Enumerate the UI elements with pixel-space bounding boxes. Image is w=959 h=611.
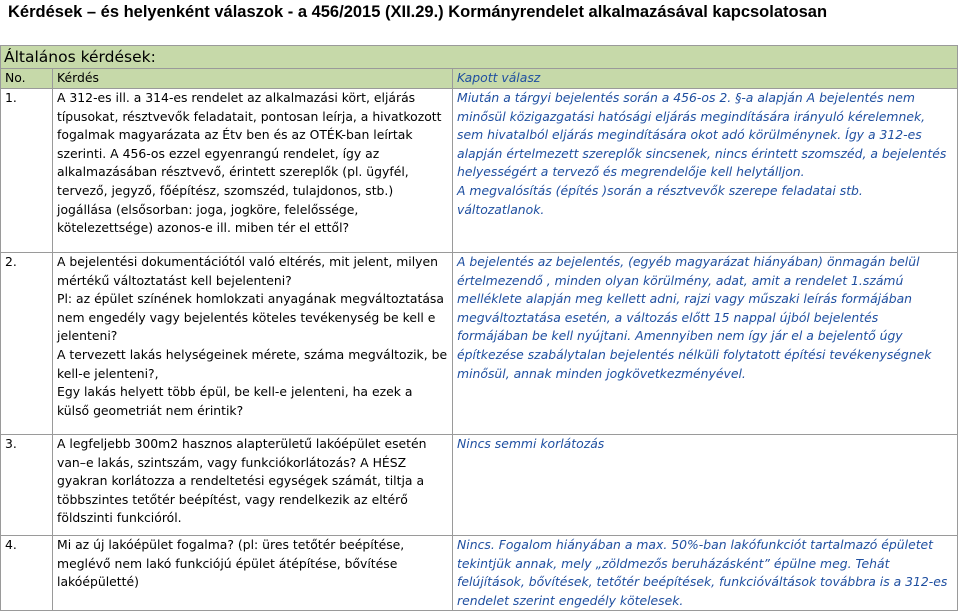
question-text: Egy lakás helyett több épül, be kell-e jelenteni, ha ezek a külső geometriát nem érintik? [57, 384, 413, 418]
answer-text: Miután a tárgyi bejelentés során a 456-os 2. §-a alapján A bejelentés nem minősül közigazgatási hatósági eljárás megindítására irányuló kérelemnek, sem hivatalból eljárás megindítására okot adó körülménynek. Így a 312-es alapján értelmezett szereplők sincsenek, nincs érintett szomszéd, a bejelentés helyességért a tervező és megrendelője kell helytálljon. [457, 90, 947, 180]
question-text: Mi az új lakóépület fogalma? (pl: üres tetőtér beépítése, meglévő nem lakó funkciójú épület átépítése, bővítése lakóépületté) [57, 537, 405, 590]
section-row [1, 46, 958, 69]
answer-cell [453, 253, 958, 435]
document-title: Kérdések – és helyenként válaszok - a 456/2015 (XII.29.) Kormányrendelet alkalmazásával kapcsolatosan [8, 3, 828, 21]
answer-text: Nincs. Fogalom hiányában a max. 50%-ban lakófunkciót tartalmazó épületet tekintjük annak, mely „zöldmezős beruházásként” épülne meg. Tehát felújítások, bővítések, tetőtér beépítések, funkcióváltások továbbra is a 312-es rendelet szerint engedély kötelesek. [457, 537, 948, 608]
question-cell [53, 253, 453, 435]
header-row [1, 69, 958, 89]
answer-text: A megvalósítás (építés )során a résztvevők szerepe feladatai stb. változatlanok. [457, 182, 863, 217]
row-number: 1. [1, 89, 53, 253]
row-number: 4. [1, 536, 53, 611]
qa-table [0, 45, 958, 611]
answer-text: Nincs semmi korlátozás [457, 436, 605, 451]
question-cell [53, 435, 453, 536]
question-text: Pl: az épület színének homlokzati anyagának megváltoztatása nem engedély vagy bejelentés köteles tevékenység be kell e jelenteni? [57, 291, 444, 344]
table-row [1, 89, 958, 253]
table-row [1, 253, 958, 435]
answer-cell [453, 89, 958, 253]
header-question: Kérdés [53, 69, 453, 89]
question-text: A tervezett lakás helységeinek mérete, száma megváltozik, be kell-e jelenteni?, [57, 346, 448, 381]
question-cell [53, 536, 453, 611]
header-no: No. [1, 69, 53, 89]
row-number: 3. [1, 435, 53, 536]
table-row [1, 536, 958, 611]
question-text: A 312-es ill. a 314-es rendelet az alkalmazási kört, eljárás típusokat, résztvevők feladatait, pontosan leírja, a hivatkozott fogalmak magyarázata az Étv ben és az OTÉK-ban leírtak szerinti. A 456-os ezzel egyenrangú rendelet, így az alkalmazásában résztvevő, érintett szereplők (pl. ügyfél, tervező, jegyző, főépítész, szomszéd, tulajdonos, stb.) jogállása (elsősorban: joga, jogköre, felelőssége, kötelezettsége) azonos-e ill. miben tér el ettől? [57, 90, 442, 236]
question-text: A bejelentési dokumentációtól való eltérés, mit jelent, milyen mértékű változtatást kell bejelenteni? [57, 254, 438, 288]
row-number: 2. [1, 253, 53, 435]
question-text: A legfeljebb 300m2 hasznos alapterületű lakóépület esetén van–e lakás, szintszám, vagy funkciókorlátozás? A HÉSZ gyakran korlátozza a rendeltetési egységek számát, tiltja a többszintes tetőtér beépítést, vagy rendelkezik az eltérő földszinti funkcióról. [57, 436, 427, 526]
table-row [1, 435, 958, 536]
answer-cell [453, 536, 958, 611]
answer-cell [453, 435, 958, 536]
header-answer: Kapott válasz [453, 69, 958, 89]
question-cell [53, 89, 453, 253]
answer-text: A bejelentés az bejelentés, (egyéb magyarázat hiányában) önmagán belül értelmezendő , minden olyan körülmény, adat, amit a rendelet 1.számú melléklete alapján meg kellett adni, rajzi vagy műszaki leírás formájában megváltoztatása esetén, a változás előtt 15 nappal újból bejelentés formájában be kell nyújtani. Amennyiben nem így jár el a bejelentő úgy építkezése szabálytalan bejelentés nélküli folytatott építési tevékenységnek minősül, annak minden jogkövetkezményével. [457, 254, 932, 381]
section-heading: Általános kérdések: [1, 46, 958, 69]
